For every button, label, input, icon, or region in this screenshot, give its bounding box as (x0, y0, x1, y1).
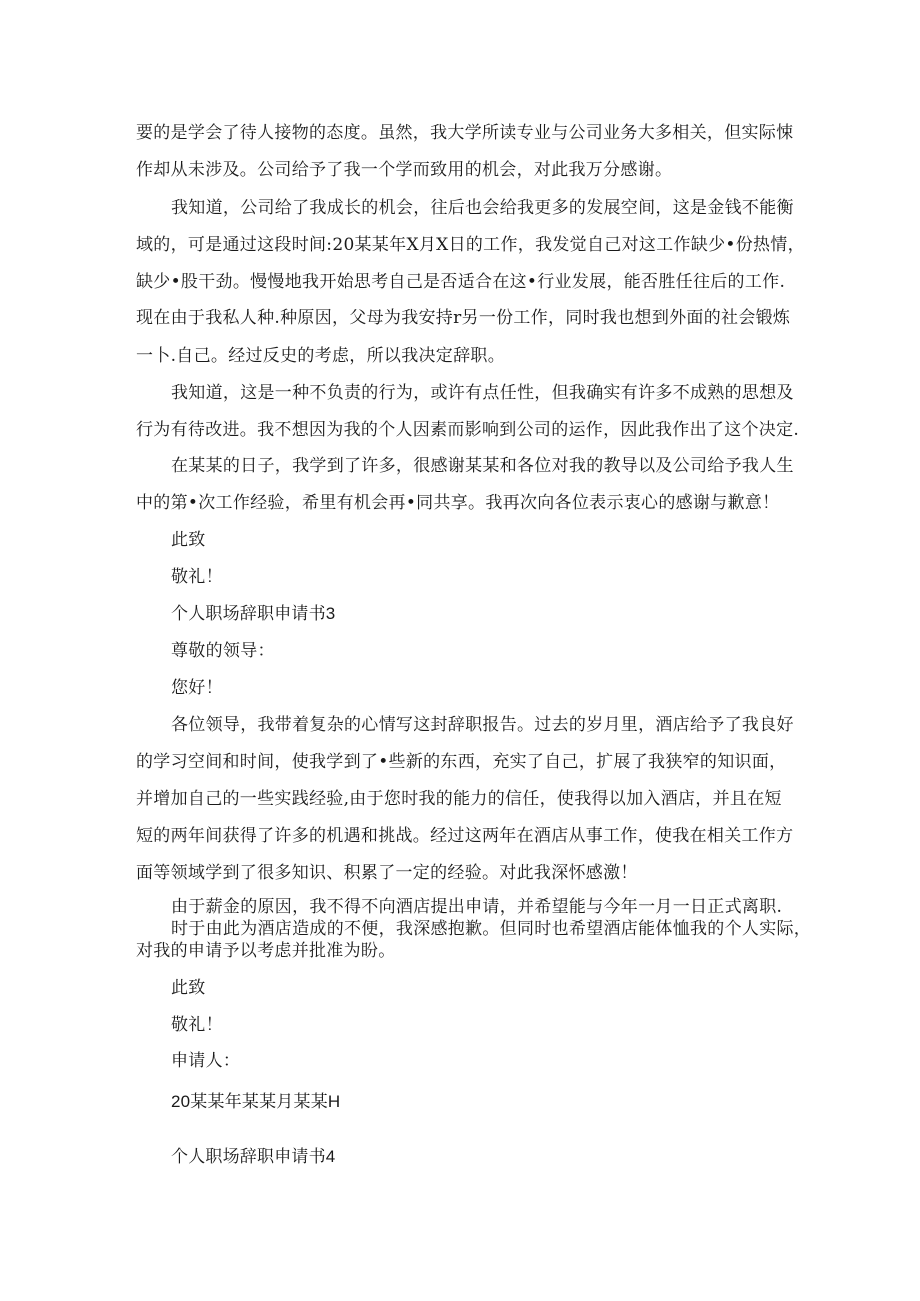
paragraph-line: 我知道，公司给了我成长的机会，往后也会给我更多的发展空间，这是金钱不能衡 (171, 198, 794, 218)
greeting-hello: 您好！ (171, 678, 223, 698)
paragraph-line: 的学习空间和时间，使我学到了•些新的东西，充实了自己，扩展了我狭窄的知识面， (136, 752, 787, 772)
paragraph-line: 域的，可是通过这段时间:20某某年X月X日的工作，我发觉自己对这工作缺少•份热情， (136, 235, 805, 255)
paragraph-line: 在某某的日子，我学到了许多，很感谢某某和各位对我的教导以及公司给予我人生 (171, 456, 794, 476)
paragraph-line: 现在由于我私人种.种原因，父母为我安持r另一份工作，同时我也想到外面的社会锻炼 (136, 308, 791, 328)
closing-regards: 敬礼！ (171, 1015, 223, 1035)
paragraph-line: 短的两年间获得了许多的机遇和挑战。经过这两年在酒店从事工作，使我在相关工作方 (136, 826, 794, 846)
paragraph-line: 由于薪金的原因，我不得不向酒店提出申请，并希望能与今年一月一日正式离职. (171, 897, 783, 917)
paragraph-line: 一卜.自己。经过反史的考虑，所以我决定辞职。 (136, 346, 506, 366)
paragraph-line: 要的是学会了待人接物的态度。虽然，我大学所读专业与公司业务大多相关，但实际悚 (136, 123, 794, 143)
paragraph-line: 面等领域学到了很多知识、积累了一定的经验。对此我深怀感激！ (136, 863, 638, 883)
applicant-label: 申请人： (171, 1051, 241, 1071)
paragraph-line: 时于由此为酒店造成的不便，我深感抱歉。但同时也希望酒店能体恤我的个人实际， (171, 919, 812, 939)
paragraph-line: 并增加自己的一些实践经验,由于您时我的能力的信任，使我得以加入酒店，并且在短 (136, 789, 782, 809)
date-line: 20某某年某某月某某H (171, 1092, 341, 1111)
section-title: 个人职场辞职申请书3 (171, 604, 336, 623)
paragraph-line: 对我的申请予以考虑并批准为盼。 (136, 941, 396, 961)
closing-regards: 敬礼！ (171, 567, 223, 587)
paragraph-line: 中的第•次工作经验，希里有机会再•同共享。我再次向各位表示衷心的感谢与歉意！ (136, 493, 780, 513)
closing-salutation: 此致 (171, 530, 206, 550)
paragraph-line: 行为有待改进。我不想因为我的个人因素而影响到公司的运作，因此我作出了这个决定. (136, 420, 800, 440)
paragraph-line: 缺少•股干劲。慢慢地我开始思考自己是否适合在这•行业发展，能否胜任往后的工作. (136, 272, 786, 292)
greeting: 尊敬的领导： (171, 641, 275, 661)
paragraph-line: 各位领导，我带着复杂的心情写这封辞职报告。过去的岁月里，酒店给予了我良好 (171, 715, 794, 735)
paragraph-line: 作却从未涉及。公司给予了我一个学而致用的机会，对此我万分感谢。 (136, 160, 673, 180)
section-title: 个人职场辞职申请书4 (171, 1147, 336, 1166)
closing-salutation: 此致 (171, 978, 206, 998)
paragraph-line: 我知道，这是一种不负责的行为，或许有点任性，但我确实有许多不成熟的思想及 (171, 383, 794, 403)
